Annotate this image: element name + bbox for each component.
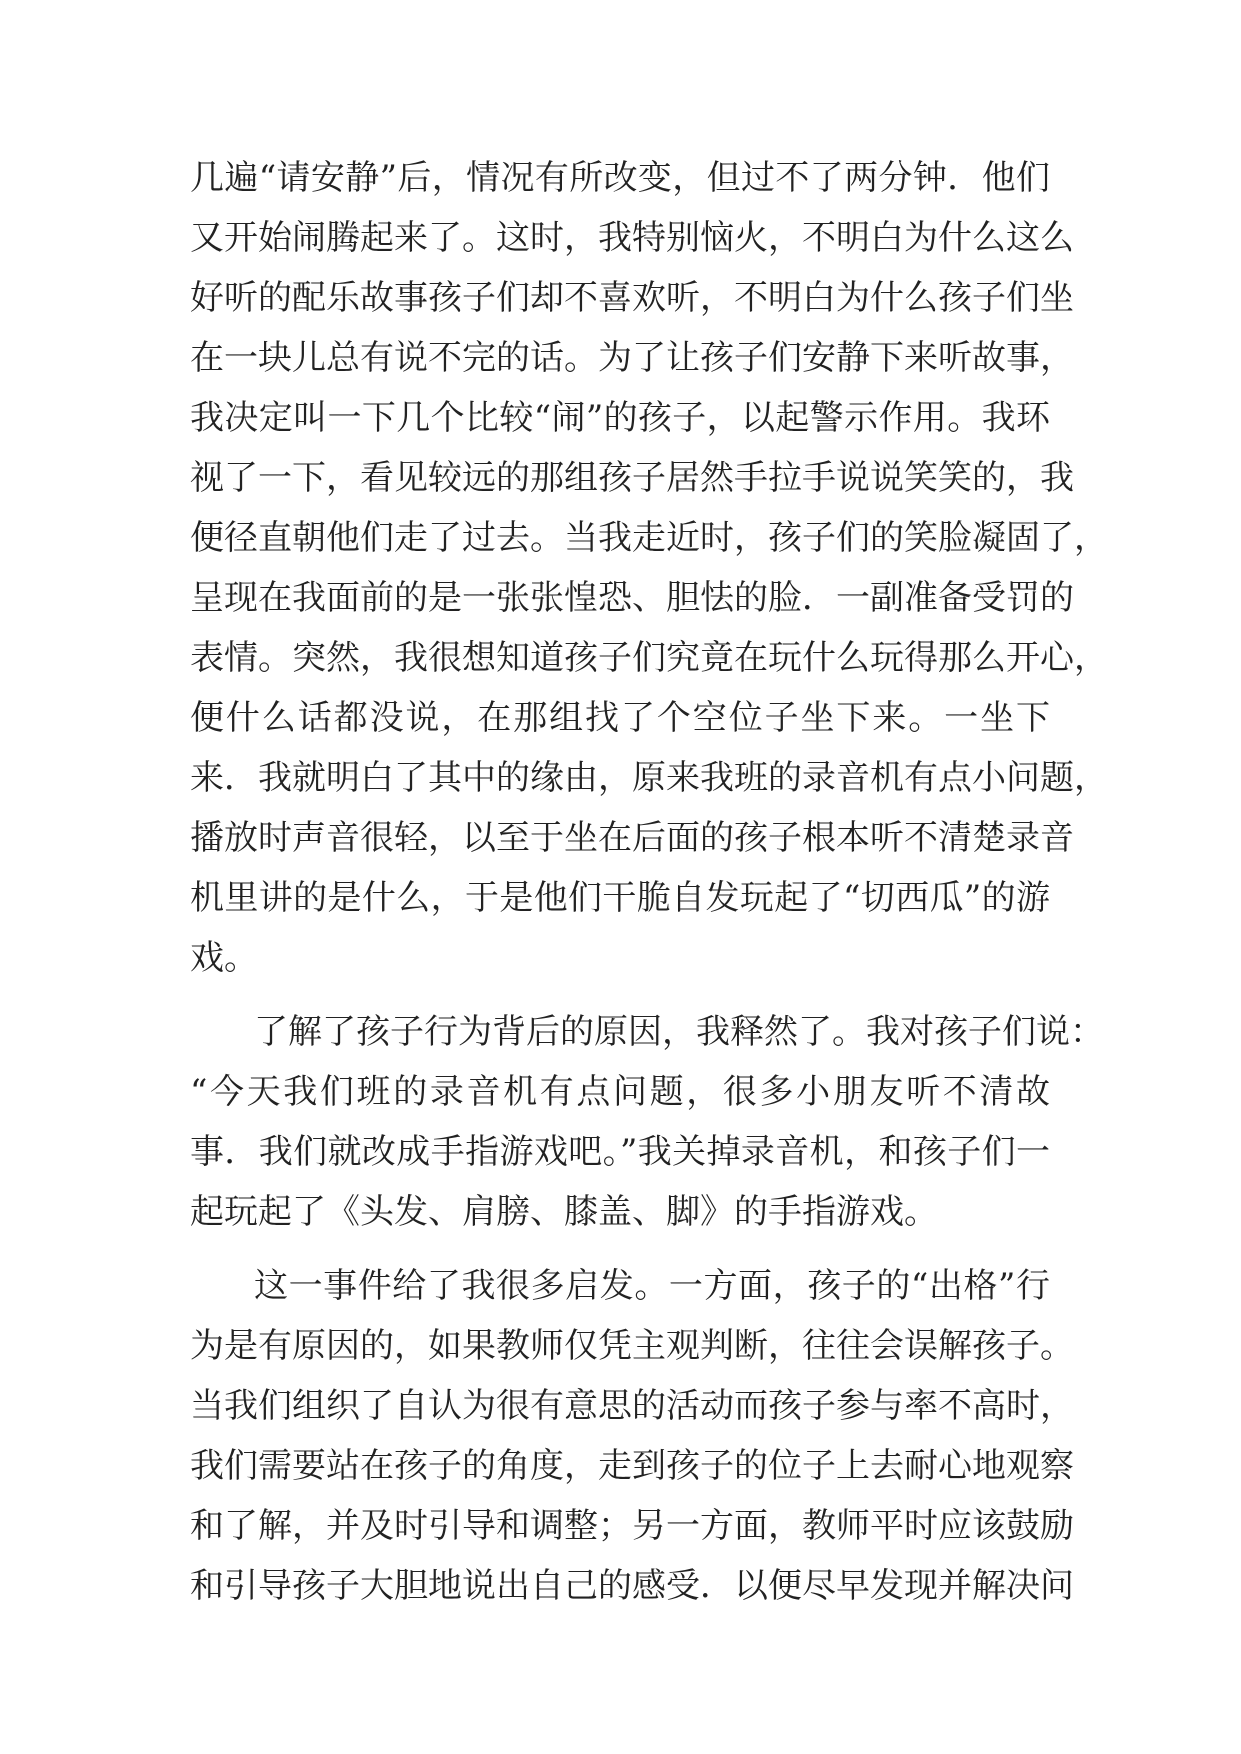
text-line: 便径直朝他们走了过去。当我走近时，孩子们的笑脸凝固了，	[190, 518, 1108, 558]
text-line: 来．我就明白了其中的缘由，原来我班的录音机有点小问题，	[190, 758, 1108, 798]
text-line: 为是有原因的，如果教师仅凭主观判断，往往会误解孩子。	[190, 1326, 1074, 1366]
text-line: 我决定叫一下几个比较“闹”的孩子，以起警示作用。我环	[190, 398, 1050, 438]
text-line: 呈现在我面前的是一张张惶恐、胆怯的脸．一副准备受罚的	[190, 578, 1074, 618]
text-line: 了解了孩子行为背后的原因，我释然了。我对孩子们说：	[254, 1012, 1104, 1052]
text-line: 戏。	[190, 938, 258, 978]
text-line: 这一事件给了我很多启发。一方面，孩子的“出格”行	[254, 1266, 1050, 1306]
text-line: 当我们组织了自认为很有意思的活动而孩子参与率不高时，	[190, 1386, 1074, 1426]
paragraph-spacer	[190, 988, 1050, 1002]
paragraph-1	[190, 148, 1108, 988]
text-line: 几遍“请安静”后，情况有所改变，但过不了两分钟．他们	[190, 158, 1050, 198]
text-line: 便什么话都没说，在那组找了个空位子坐下来。一坐下	[190, 698, 1050, 738]
text-line: 机里讲的是什么，于是他们干脆自发玩起了“切西瓜”的游	[190, 878, 1050, 918]
text-line: 视了一下，看见较远的那组孩子居然手拉手说说笑笑的，我	[190, 458, 1074, 498]
text-line: 我们需要站在孩子的角度，走到孩子的位子上去耐心地观察	[190, 1446, 1074, 1486]
paragraph-3	[190, 1256, 1074, 1616]
text-line: 又开始闹腾起来了。这时，我特别恼火，不明白为什么这么	[190, 218, 1074, 258]
text-line: 和了解，并及时引导和调整；另一方面，教师平时应该鼓励	[190, 1506, 1074, 1546]
text-line: 和引导孩子大胆地说出自己的感受．以便尽早发现并解决问	[190, 1566, 1074, 1606]
text-line: 起玩起了《头发、肩膀、膝盖、脚》的手指游戏。	[190, 1192, 938, 1232]
text-line: “今天我们班的录音机有点问题，很多小朋友听不清故	[190, 1072, 1050, 1112]
body-text	[190, 148, 1108, 1616]
text-line: 表情。突然，我很想知道孩子们究竟在玩什么玩得那么开心，	[190, 638, 1108, 678]
text-line: 好听的配乐故事孩子们却不喜欢听，不明白为什么孩子们坐	[190, 278, 1074, 318]
text-line: 事．我们就改成手指游戏吧。”我关掉录音机，和孩子们一	[190, 1132, 1050, 1172]
paragraph-spacer	[190, 1242, 1050, 1256]
text-line: 在一块儿总有说不完的话。为了让孩子们安静下来听故事，	[190, 338, 1074, 378]
text-line: 播放时声音很轻，以至于坐在后面的孩子根本听不清楚录音	[190, 818, 1074, 858]
paragraph-2	[190, 1002, 1104, 1242]
